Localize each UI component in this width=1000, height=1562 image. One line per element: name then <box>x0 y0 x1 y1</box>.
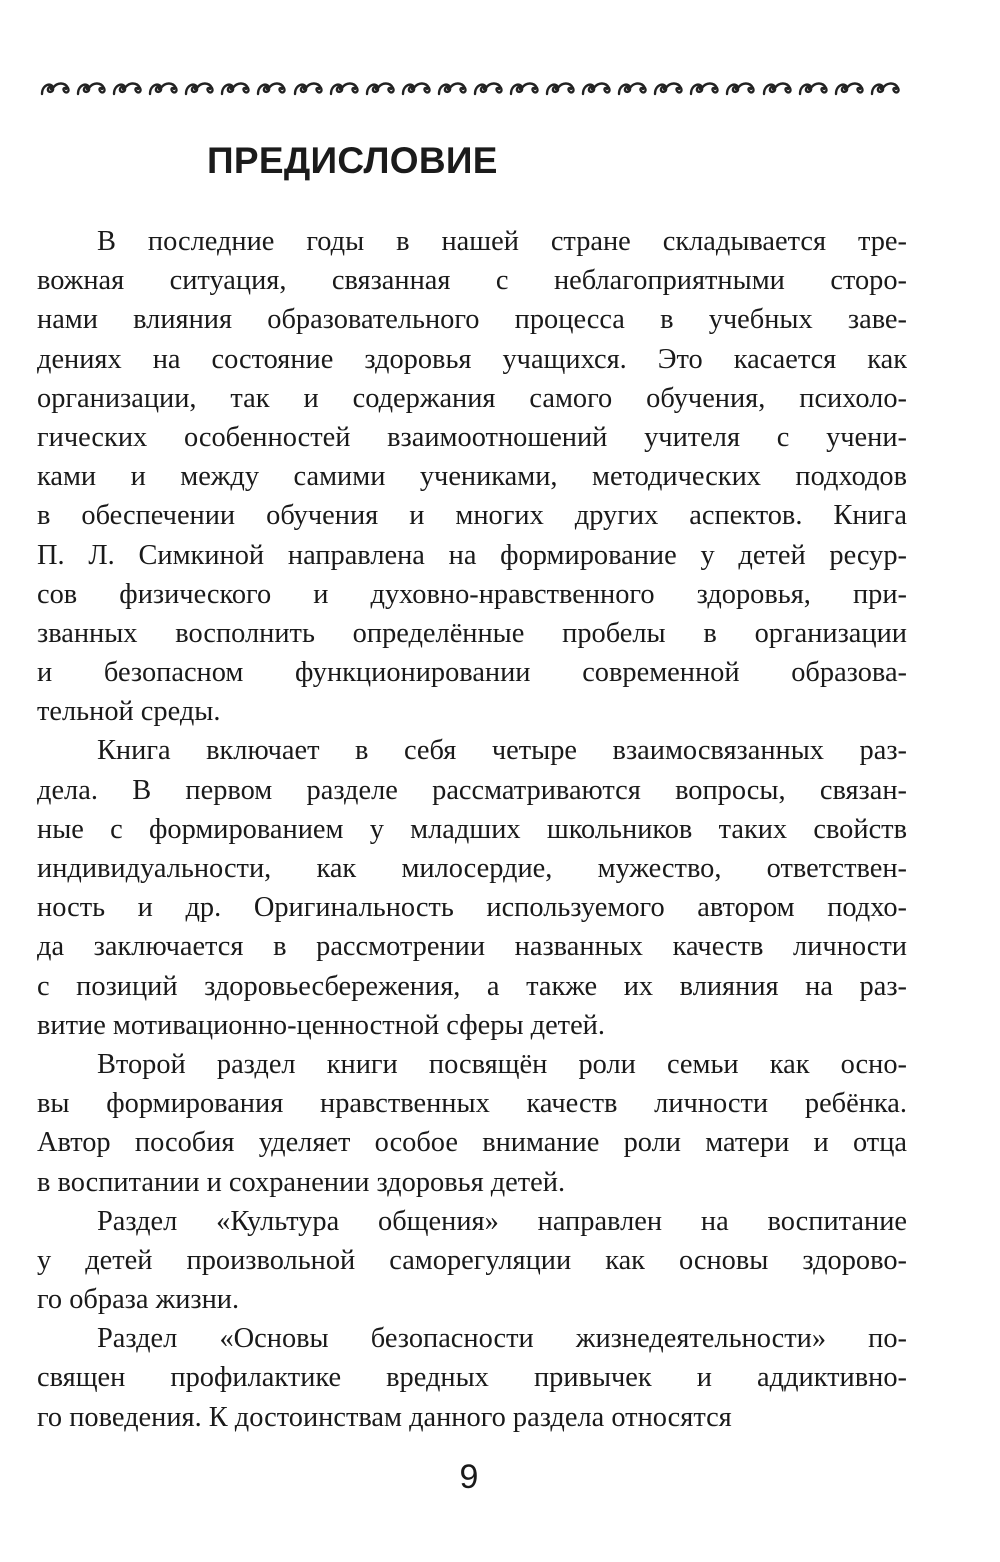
swirl-ornament-icon <box>327 76 361 100</box>
ornament-border <box>38 70 902 106</box>
swirl-ornament-icon <box>651 76 685 100</box>
swirl-ornament-icon <box>399 76 433 100</box>
paragraph-line: в воспитании и сохранении здоровья детей. <box>37 1166 566 1198</box>
paragraph-line: В последние годы в нашей стране складывается тре- <box>97 226 907 257</box>
swirl-ornament-icon <box>363 76 397 100</box>
swirl-ornament-icon <box>182 76 216 100</box>
paragraph-line: в обеспечении обучения и многих других аспектов. Книга <box>37 500 907 532</box>
paragraph-line: ность и др. Оригинальность используемого автором подхо- <box>37 892 907 924</box>
paragraph-line: сов физического и духовно-нравственного здоровья, при- <box>37 578 907 610</box>
paragraph-line: индивидуальности, как милосердие, мужество, ответствен- <box>37 853 907 884</box>
paragraph-line: нами влияния образовательного процесса в учебных заве- <box>37 304 907 336</box>
swirl-ornament-icon <box>435 76 469 100</box>
paragraph-line: Автор пособия уделяет особое внимание роли матери и отца <box>37 1127 907 1159</box>
paragraph-line: дениях на состояние здоровья учащихся. Это касается как <box>37 343 907 375</box>
swirl-ornament-icon <box>218 76 252 100</box>
swirl-ornament-icon <box>615 76 649 100</box>
paragraph-line: П. Л. Симкиной направлена на формирование у детей ресур- <box>37 539 907 571</box>
paragraph-line: вы формирования нравственных качеств личности ребёнка. <box>37 1088 907 1120</box>
swirl-ornament-icon <box>579 76 613 100</box>
swirl-ornament-icon <box>687 76 721 100</box>
paragraph-line: ками и между самими учениками, методических подходов <box>37 461 907 493</box>
paragraph-line: тельной среды. <box>37 696 221 728</box>
swirl-ornament-icon <box>760 76 794 100</box>
swirl-ornament-icon <box>471 76 505 100</box>
paragraph-line: организации, так и содержания самого обучения, психоло- <box>37 382 907 414</box>
paragraph-line: да заключается в рассмотрении названных качеств личности <box>37 931 907 963</box>
swirl-ornament-icon <box>868 76 902 100</box>
paragraph-line: го поведения. К достоинствам данного раздела относятся <box>37 1401 732 1433</box>
swirl-ornament-icon <box>74 76 108 100</box>
paragraph-line: священ профилактике вредных привычек и аддиктивно- <box>37 1362 907 1394</box>
paragraph-line: вожная ситуация, связанная с неблагоприятными сторо- <box>37 265 907 297</box>
paragraph-line: гических особенностей взаимоотношений учителя с учени- <box>37 421 907 453</box>
swirl-ornament-icon <box>723 76 757 100</box>
page-title: ПРЕДИСЛОВИЕ <box>207 140 498 181</box>
paragraph-line: и безопасном функционировании современной образова- <box>37 657 907 689</box>
swirl-ornament-icon <box>832 76 866 100</box>
paragraph-line: у детей произвольной саморегуляции как основы здорово- <box>37 1244 907 1276</box>
paragraph-line: Книга включает в себя четыре взаимосвязанных раз- <box>97 735 907 767</box>
paragraph-line: Раздел «Основы безопасности жизнедеятельности» по- <box>97 1323 907 1355</box>
paragraph-line: Раздел «Культура общения» направлен на воспитание <box>97 1205 907 1237</box>
paragraph-line: витие мотивационно-ценностной сферы детей. <box>37 1009 605 1041</box>
swirl-ornament-icon <box>146 76 180 100</box>
paragraph-line: Второй раздел книги посвящён роли семьи как осно- <box>97 1048 907 1080</box>
swirl-ornament-icon <box>110 76 144 100</box>
paragraph-line: с позиций здоровьесбережения, а также их влияния на раз- <box>37 970 907 1002</box>
swirl-ornament-icon <box>796 76 830 100</box>
paragraph-line: ные с формированием у младших школьников таких свойств <box>37 813 907 845</box>
swirl-ornament-icon <box>254 76 288 100</box>
swirl-ornament-icon <box>507 76 541 100</box>
paragraph-line: званных восполнить определённые пробелы в организации <box>37 617 907 649</box>
paragraph-line: дела. В первом разделе рассматриваются вопросы, связан- <box>37 774 907 806</box>
paragraph-line: го образа жизни. <box>37 1284 240 1316</box>
page-number: 9 <box>459 1458 479 1496</box>
swirl-ornament-icon <box>38 76 72 100</box>
body-text <box>37 222 907 1437</box>
swirl-ornament-icon <box>291 76 325 100</box>
swirl-ornament-icon <box>543 76 577 100</box>
